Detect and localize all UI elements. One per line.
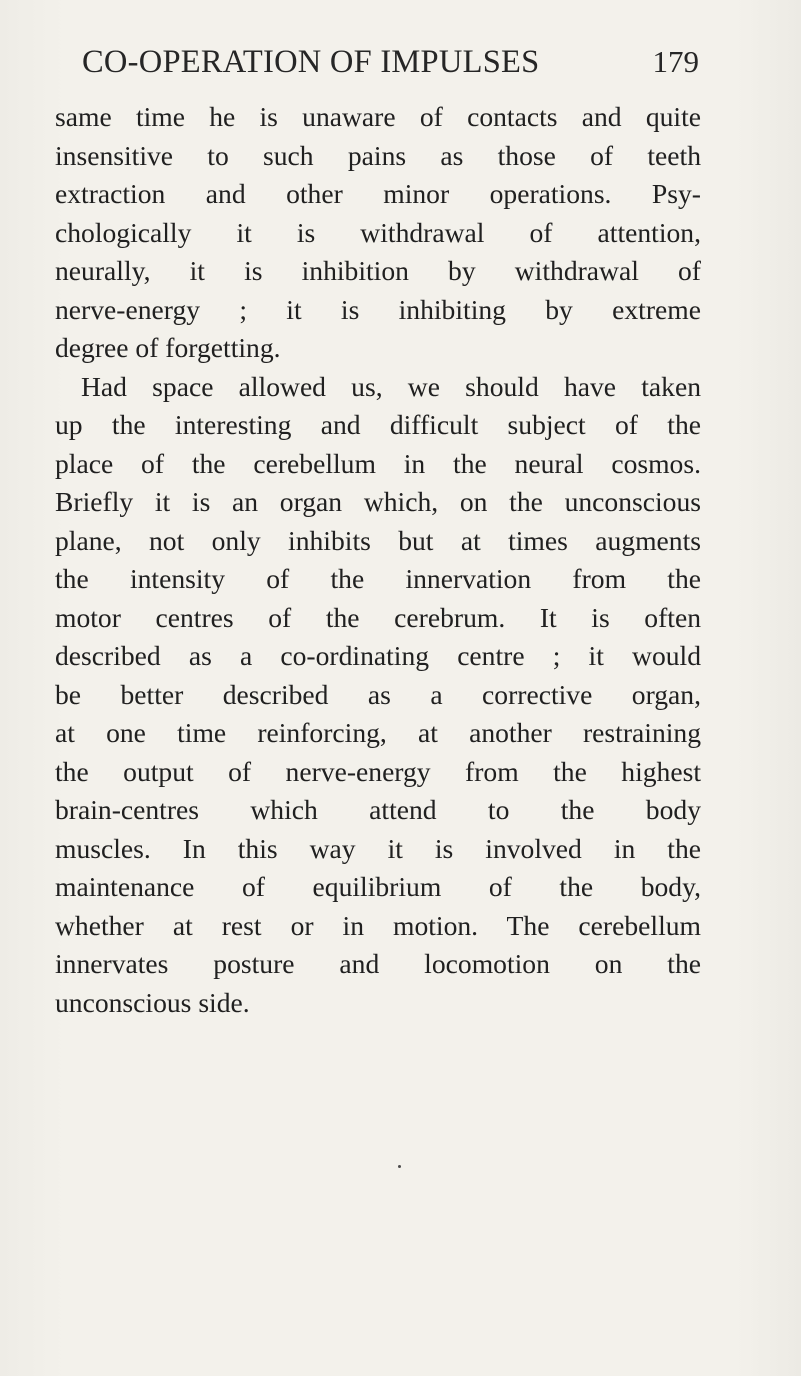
body-text <box>55 98 701 1022</box>
paragraph-continuation <box>55 98 701 368</box>
running-head <box>82 40 699 84</box>
text-line: the output of nerve-energy from the highest <box>55 755 701 787</box>
paper-speck <box>398 1165 401 1168</box>
text-line: innervates posture and locomotion on the <box>55 948 701 979</box>
text-line: muscles. In this way it is involved in the <box>55 832 701 864</box>
text-line: the intensity of the innervation from the <box>55 563 701 594</box>
text-line: unconscious side. <box>55 986 250 1018</box>
page-number: 179 <box>652 44 699 79</box>
text-line: maintenance of equilibrium of the body, <box>55 871 701 902</box>
text-line: insensitive to such pains as those of teeth <box>55 139 701 171</box>
text-line: motor centres of the cerebrum. It is often <box>55 601 701 633</box>
text-line: nerve-energy ; it is inhibiting by extreme <box>55 293 701 325</box>
text-line: whether at rest or in motion. The cerebellum <box>55 909 701 941</box>
text-line: up the interesting and difficult subject of the <box>55 409 701 440</box>
text-line: extraction and other minor operations. Psy- <box>55 178 701 209</box>
text-line: chologically it is withdrawal of attention, <box>55 216 701 248</box>
text-line: degree of forgetting. <box>55 332 281 363</box>
text-line: at one time reinforcing, at another restraining <box>55 717 701 748</box>
text-line: place of the cerebellum in the neural cosmos. <box>55 447 701 479</box>
text-line: plane, not only inhibits but at times augments <box>55 524 701 556</box>
text-line: be better described as a corrective organ, <box>55 678 701 710</box>
running-title: CO-OPERATION OF IMPULSES <box>82 44 540 80</box>
paragraph-cerebellum <box>55 368 701 1023</box>
text-line: brain-centres which attend to the body <box>55 794 701 825</box>
text-line: described as a co-ordinating centre ; it would <box>55 640 701 671</box>
text-line: neurally, it is inhibition by withdrawal of <box>55 255 701 286</box>
text-line: Briefly it is an organ which, on the unconscious <box>55 486 701 517</box>
text-line: Had space allowed us, we should have taken <box>81 370 701 402</box>
text-line: same time he is unaware of contacts and quite <box>55 101 701 132</box>
